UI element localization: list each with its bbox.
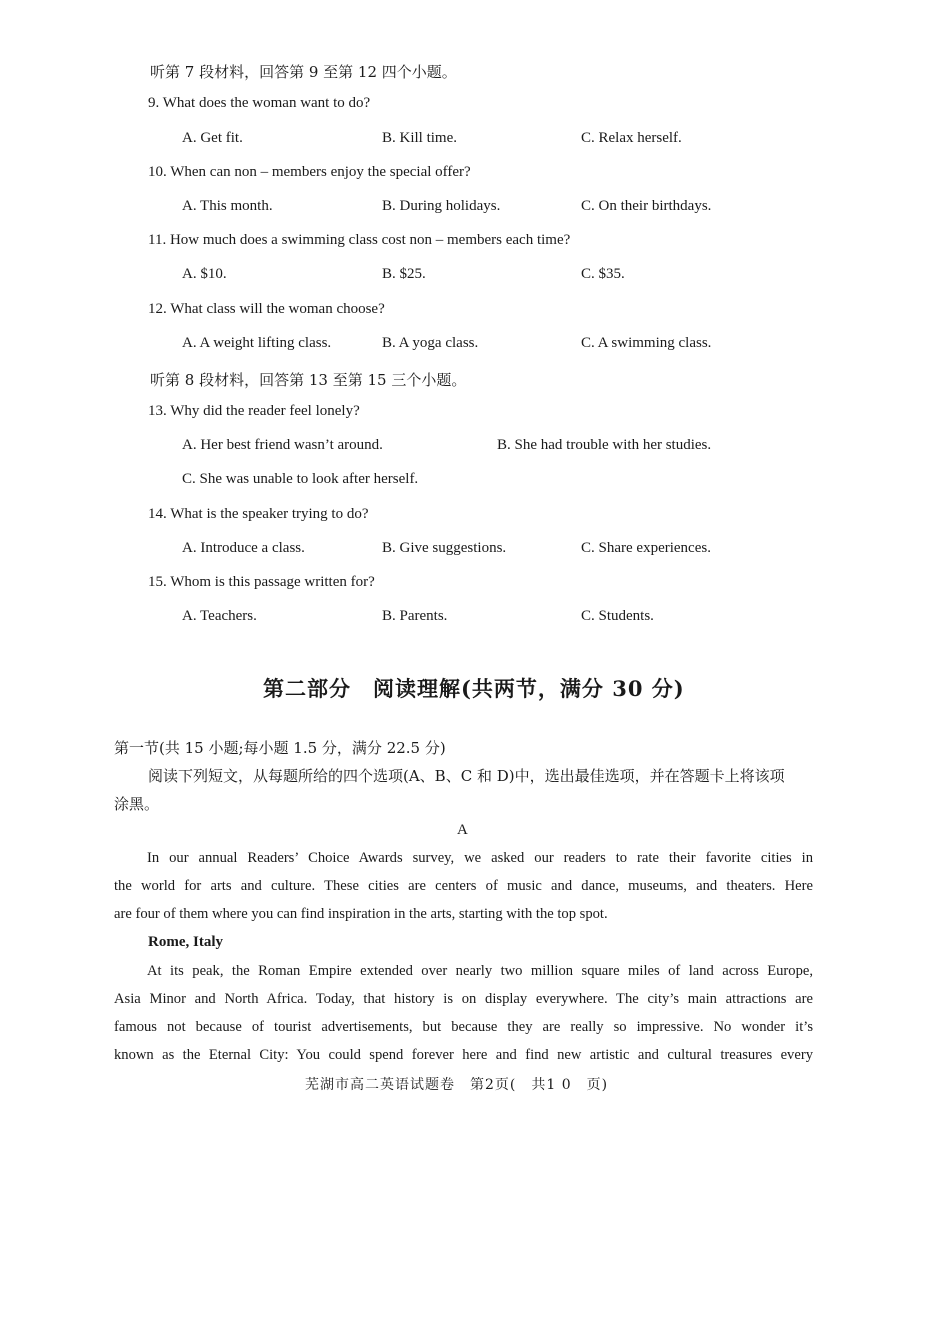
rome-line: Asia Minor and North Africa. Today, that history is on display everywhere. The city’s main attractions are — [114, 991, 813, 1007]
question-15: 15. Whom is this passage written for? — [148, 574, 375, 590]
q10-option-b: B. During holidays. — [382, 198, 501, 214]
question-10: 10. When can non – members enjoy the special offer? — [148, 164, 471, 180]
q15-option-a: A. Teachers. — [182, 608, 257, 624]
q12-option-a: A. A weight lifting class. — [182, 335, 332, 351]
question-14: 14. What is the speaker trying to do? — [148, 506, 369, 522]
question-11: 11. How much does a swimming class cost non – members each time? — [148, 232, 571, 248]
rome-line: famous not because of tourist advertisements, but because they are really so impressive. No wonder it’s — [114, 1019, 813, 1035]
section-8-heading: 听第 8 段材料，回答第 13 至第 15 三个小题。 — [150, 371, 467, 389]
q14-option-a: A. Introduce a class. — [182, 540, 305, 556]
instruction-line-2: 涂黑。 — [114, 795, 160, 813]
q10-option-a: A. This month. — [182, 198, 273, 214]
q15-option-b: B. Parents. — [382, 608, 448, 624]
q9-option-b: B. Kill time. — [382, 130, 457, 146]
q11-option-a: A. $10. — [182, 266, 227, 282]
page-footer: 芜湖市高二英语试题卷 第2页( 共1 0 页) — [305, 1077, 609, 1093]
q15-option-c: C. Students. — [581, 608, 654, 624]
question-12: 12. What class will the woman choose? — [148, 301, 385, 317]
part-two-title: 第二部分 阅读理解(共两节，满分 30 分) — [263, 676, 685, 701]
city-heading-rome: Rome, Italy — [148, 934, 223, 950]
q13-option-b: B. She had trouble with her studies. — [497, 437, 712, 453]
rome-line: known as the Eternal City: You could spend forever here and find new artistic and cultural treasures every — [114, 1047, 813, 1063]
q9-option-c: C. Relax herself. — [581, 130, 682, 146]
intro-line: In our annual Readers’ Choice Awards survey, we asked our readers to rate their favorite cities in — [147, 850, 813, 866]
rome-line: At its peak, the Roman Empire extended over nearly two million square miles of land across Europe, — [147, 963, 813, 979]
question-13: 13. Why did the reader feel lonely? — [148, 403, 360, 419]
question-9: 9. What does the woman want to do? — [148, 95, 371, 111]
q14-option-c: C. Share experiences. — [581, 540, 711, 556]
rome-paragraph — [114, 957, 813, 1069]
q9-option-a: A. Get fit. — [182, 130, 243, 146]
q14-option-b: B. Give suggestions. — [382, 540, 507, 556]
passage-label: A — [457, 822, 468, 838]
section-7-heading: 听第 7 段材料，回答第 9 至第 12 四个小题。 — [150, 63, 457, 81]
q11-option-c: C. $35. — [581, 266, 625, 282]
q13-option-c: C. She was unable to look after herself. — [182, 471, 419, 487]
q12-option-c: C. A swimming class. — [581, 335, 712, 351]
q13-option-a: A. Her best friend wasn’t around. — [182, 437, 383, 453]
q11-option-b: B. $25. — [382, 266, 426, 282]
instruction-line-1: 阅读下列短文，从每题所给的四个选项(A、B、C 和 D)中，选出最佳选项，并在答题卡上将该项 — [148, 767, 785, 785]
section-one-heading: 第一节(共 15 小题;每小题 1.5 分，满分 22.5 分) — [114, 739, 446, 757]
passage-intro — [114, 844, 813, 928]
q10-option-c: C. On their birthdays. — [581, 198, 712, 214]
q12-option-b: B. A yoga class. — [382, 335, 479, 351]
intro-line: the world for arts and culture. These cities are centers of music and dance, museums, and theaters. Here — [114, 878, 813, 894]
intro-line: are four of them where you can find inspiration in the arts, starting with the top spot. — [114, 906, 608, 922]
